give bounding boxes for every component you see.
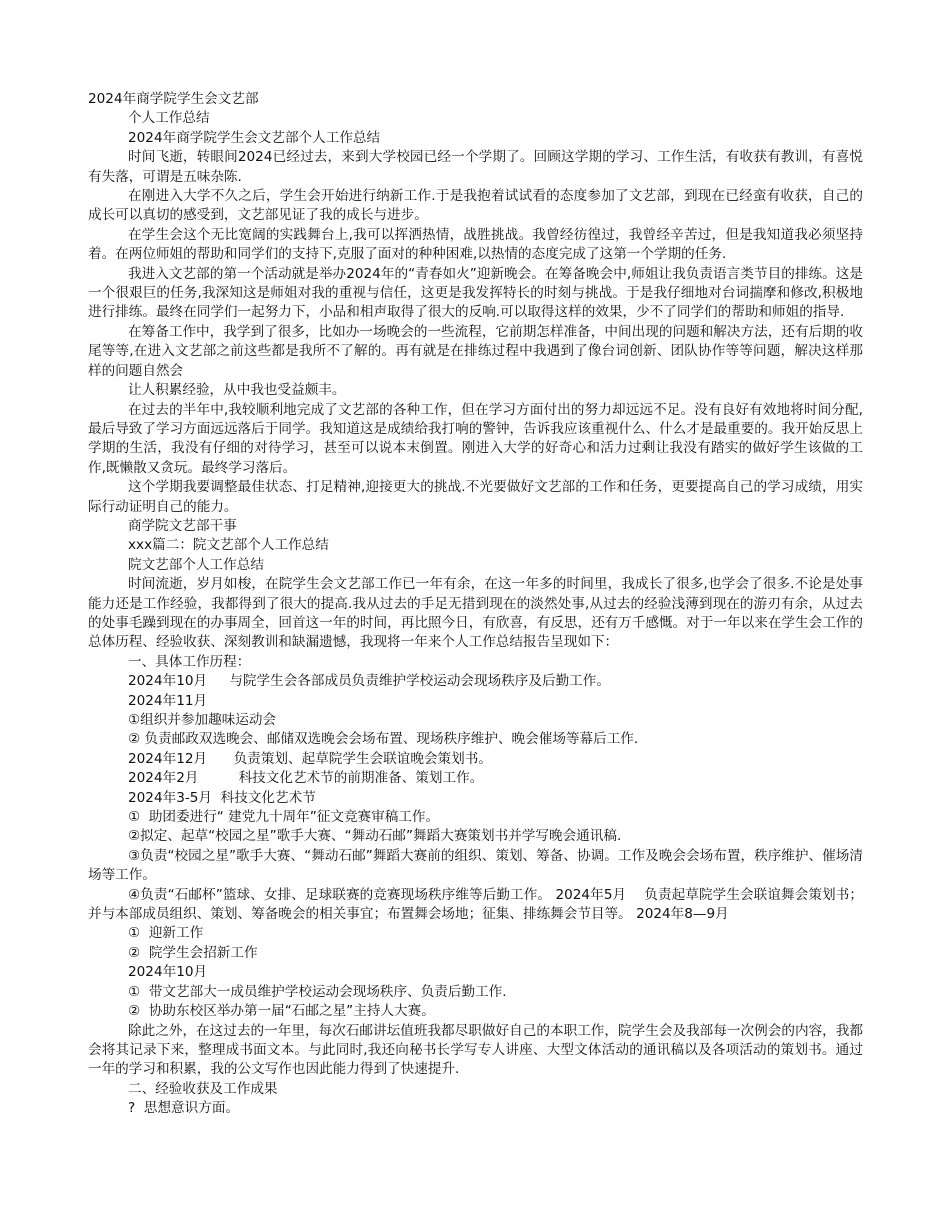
list-paragraph: ③负责“校园之星”歌手大赛、“舞动石邮”舞蹈大赛前的组织、策划、筹备、协调。工作及晚会会场布置，秩序维护、催场清场等工作。 (88, 847, 863, 884)
list-item: ②拟定、起草“校园之星”歌手大赛、“舞动石邮”舞蹈大赛策划书并学写晚会通讯稿. (128, 828, 622, 845)
paragraph-2: 在刚进入大学不久之后，学生会开始进行纳新工作.于是我抱着试试看的态度参加了文艺部，到现在已经蛮有收获，自己的成长可以真切的感受到，文艺部见证了我的成长与进步。 (88, 188, 863, 224)
paragraph-4: 我进入文艺部的第一个活动就是举办2024年的“青春如火”迎新晚会。在筹备晚会中,师姐让我负责语言类节目的排练。这是一个很艰巨的任务,我深知这是师姐对我的重视与信任，这更是我发挥特长的时刻与挑战。于是我仔细地对台词揣摩和修改,积极地进行排练。最终在同学们一起努力下，小品和相声取得了很大的反响.可以取得这样的效果，少不了同学们的帮助和师姐的指导. (88, 265, 863, 321)
list-item: ? 思想意识方面。 (128, 1100, 240, 1117)
list-item: ② 负责邮政双选晚会、邮储双选晚会会场布置、现场秩序维护、晚会催场等幕后工作. (128, 731, 639, 748)
list-item: ① 迎新工作 (128, 925, 204, 942)
paragraph-6: 让人积累经验，从中我也受益颇丰。 (128, 382, 346, 399)
list-item: 2024年12月 负责策划、起草院学生会联谊晚会策划书。 (128, 750, 492, 767)
paragraph-3: 在学生会这个无比宽阔的实践舞台上,我可以挥洒热情，战胜挑战。我曾经彷徨过，我曾经辛苦过，但是我知道我必须坚持着。在两位师姐的帮助和同学们的支持下,克服了面对的种种困难,以热情的态度完成了这第一个学期的任务. (88, 226, 863, 263)
paragraph-5: 在筹备工作中，我学到了很多，比如办一场晚会的一些流程，它前期怎样准备，中间出现的问题和解决方法，还有后期的收尾等等,在进入文艺部之前这些都是我所不了解的。再有就是在排练过程中我遇到了像台词创新、团队协作等等问题，解决这样那样的问题自然会 (88, 323, 863, 379)
part2-heading: 院文艺部个人工作总结 (128, 556, 264, 573)
signature: 商学院文艺部干事 (128, 517, 237, 534)
list-item: ①组织并参加趣味运动会 (128, 712, 277, 728)
list-item: 2024年10月 (128, 964, 208, 981)
paragraph-8: 这个学期我要调整最佳状态、打足精神,迎接更大的挑战.不光要做好文艺部的工作和任务，更要提高自己的学习成绩，用实际行动证明自己的能力。 (88, 479, 863, 515)
list-paragraph: ④负责“石邮杯”篮球、女排、足球联赛的竞赛现场秩序维等后勤工作。 2024年5月 负责起草院学生会联谊舞会策划书；并与本部成员组织、策划、筹备晚会的相关事宜；布置舞会场地；征集、排练舞会节目等。 2024年8—9月 (88, 886, 863, 923)
paragraph-summary: 除此之外，在这过去的一年里，每次石邮讲坛值班我都尽职做好自己的本职工作，院学生会及我部每一次例会的内容，我都会将其记录下来，整理成书面文本。与此同时,我还向秘书长学写专人讲座、大型文体活动的通讯稿以及各项活动的策划书。通过一年的学习和积累，我的公文写作也因此能力得到了快速提升. (88, 1022, 863, 1078)
part2-intro: 时间流逝，岁月如梭，在院学生会文艺部工作已一年有余，在这一年多的时间里，我成长了很多,也学会了很多.不论是处事能力还是工作经验，我都得到了很大的提高.我从过去的手足无措到现在的淡然处事,从过去的经验浅薄到现在的游刃有余，从过去的处事毛躁到现在的办事周全，回首这一年的时间，再比照今日，有欣喜，有反思，还有万千感慨。对于一年以来在学生会工作的总体历程、经验收获、深刻教训和缺漏遗憾，我现将一年来个人工作总结报告呈现如下： (88, 576, 863, 651)
part2-title: xxx篇二：院文艺部个人工作总结 (128, 537, 329, 554)
list-item: ① 带文艺部大一成员维护学校运动会现场秩序、负责后勤工作. (128, 983, 507, 1000)
list-item: 2024年10月 与院学生会各部成员负责维护学校运动会现场秩序及后勤工作。 (128, 673, 610, 690)
section-heading-1: 一、具体工作历程： (128, 653, 251, 670)
document-page (88, 90, 863, 1119)
list-item: ② 院学生会招新工作 (128, 944, 258, 961)
list-item: 2024年3-5月 科技文化艺术节 (128, 789, 316, 806)
list-item: ① 助团委进行“ 建党九十周年”征文竞赛审稿工作。 (128, 809, 440, 826)
doc-subtitle: 个人工作总结 (128, 110, 210, 127)
paragraph-7: 在过去的半年中,我较顺利地完成了文艺部的各种工作，但在学习方面付出的努力却远远不足。没有良好有效地将时间分配,最后导致了学习方面远远落后于同学。我知道这是成绩给我打响的警钟，告诉我应该重视什么、什么才是最重要的。我开始反思上学期的生活，我没有仔细的对待学习，甚至可以说本末倒置。刚进入大学的好奇心和活力过剩让我没有踏实的做好学生该做的工作,既懒散又贪玩。最终学习落后。 (88, 401, 863, 476)
list-item: ② 协助东校区举办第一届“石邮之星”主持人大赛。 (128, 1003, 435, 1020)
doc-heading: 2024年商学院学生会文艺部个人工作总结 (128, 129, 381, 146)
section-heading-2: 二、经验收获及工作成果 (128, 1080, 278, 1097)
list-item: 2024年11月 (128, 692, 208, 709)
doc-title: 2024年商学院学生会文艺部 (88, 91, 259, 107)
paragraph-1: 时间飞逝，转眼间2024已经过去，来到大学校园已经一个学期了。回顾这学期的学习、工作生活，有收获有教训，有喜悦有失落，可谓是五味杂陈. (88, 149, 863, 185)
list-item: 2024年2月 科技文化艺术节的前期准备、策划工作。 (128, 770, 484, 787)
